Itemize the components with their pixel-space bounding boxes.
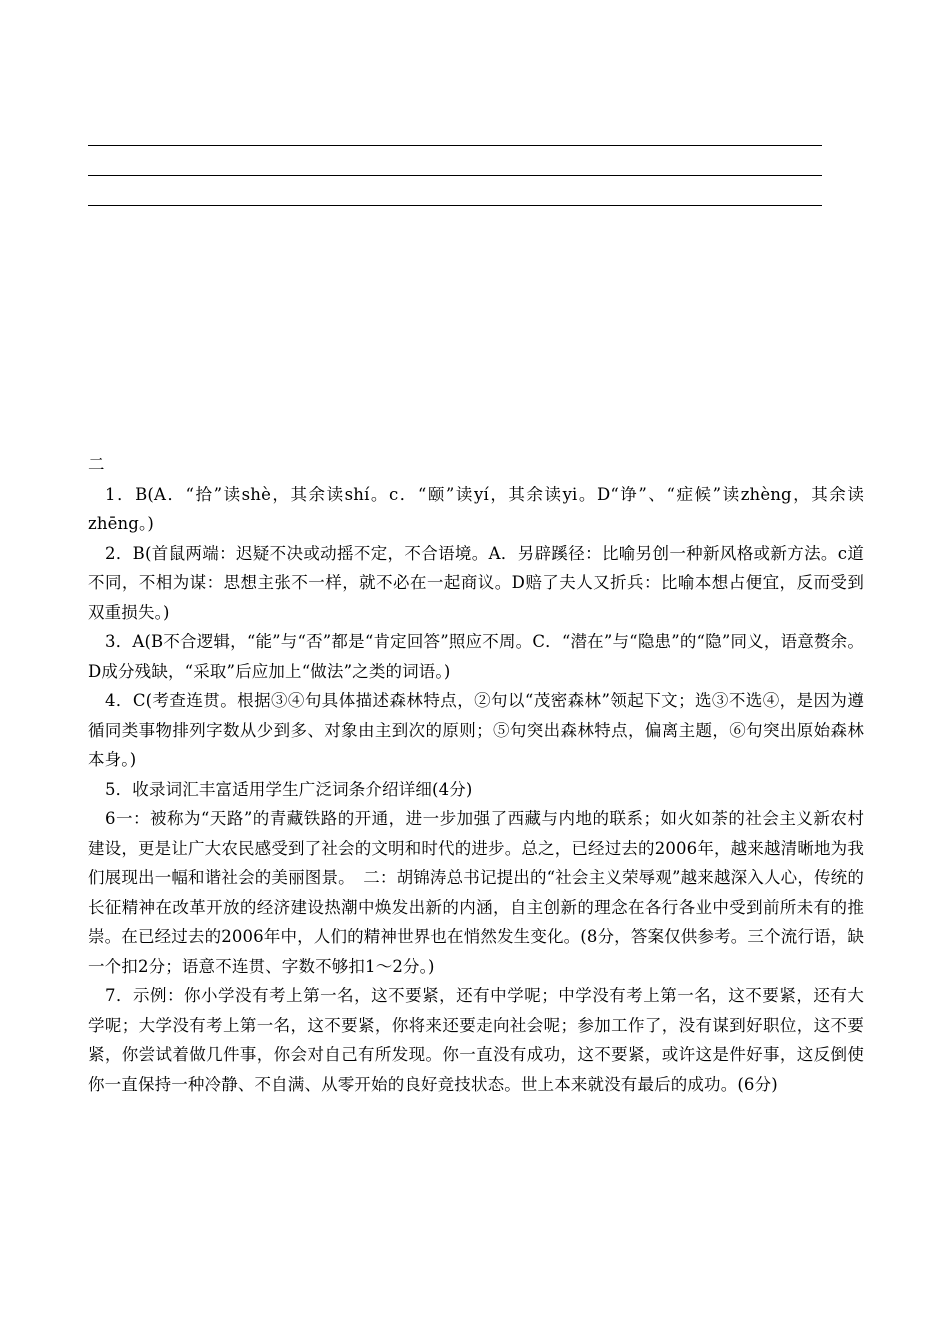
answer-item-3: 3．A(B不合逻辑，“能”与“否”都是“肯定回答”照应不周。C．“潜在”与“隐患”的“隐”同义，语意赘余。D成分残缺，“采取”后应加上“做法”之类的词语。) [88,632,864,681]
answer-item-1: 1．B(A．“拾”读shè，其余读shí。c．“颐”读yí，其余读yi。D“诤”、“症候”读zhèng，其余读zhēng。) [88,484,864,533]
section-label: 二 [88,455,105,474]
answer-item-4: 4．C(考查连贯。根据③④句具体描述森林特点，②句以“茂密森林”领起下文；选③不选④，是因为遵循同类事物排列字数从少到多、对象由主到次的原则；⑤句突出森林特点，偏离主题，⑥句突出原始森林本身。) [88,691,864,769]
answer-line-1 [88,145,822,146]
answer-item-7: 7．示例：你小学没有考上第一名，这不要紧，还有中学呢；中学没有考上第一名，这不要紧，还有大学呢；大学没有考上第一名，这不要紧，你将来还要走向社会呢；参加工作了，没有谋到好职位，这不要紧，你尝试着做几件事，你会对自己有所发现。你一直没有成功，这不要紧，或许这是件好事，这反倒使你一直保持一种冷静、不自满、从零开始的良好竞技状态。世上本来就没有最后的成功。(6分) [88,986,864,1094]
answer-item-2: 2．B(首鼠两端：迟疑不决或动摇不定，不合语境。A．另辟蹊径：比喻另创一种新风格或新方法。c道不同，不相为谋：思想主张不一样，就不必在一起商议。D赔了夫人又折兵：比喻本想占便宜，反而受到双重损失。) [88,543,864,622]
answer-item-5: 5．收录词汇丰富适用学生广泛词条介绍详细(4分) [105,779,473,799]
answer-line-2 [88,175,822,176]
answer-key [88,450,864,1099]
answer-item-6: 6一：被称为“天路”的青藏铁路的开通，进一步加强了西藏与内地的联系；如火如荼的社会主义新农村建设，更是让广大农民感受到了社会的文明和时代的进步。总之，已经过去的2006年，越来越清晰地为我们展现出一幅和谐社会的美丽图景。 二：胡锦涛总书记提出的“社会主义荣辱观”越来越深入人心，传统的长征精神在改革开放的经济建设热潮中焕发出新的内涵，自主创新的理念在各行各业中受到前所未有的推崇。在已经过去的2006年中，人们的精神世界也在悄然发生变化。(8分，答案仅供参考。三个流行语，缺一个扣2分；语意不连贯、字数不够扣1～2分。) [88,809,864,976]
answer-line-3 [88,205,822,206]
